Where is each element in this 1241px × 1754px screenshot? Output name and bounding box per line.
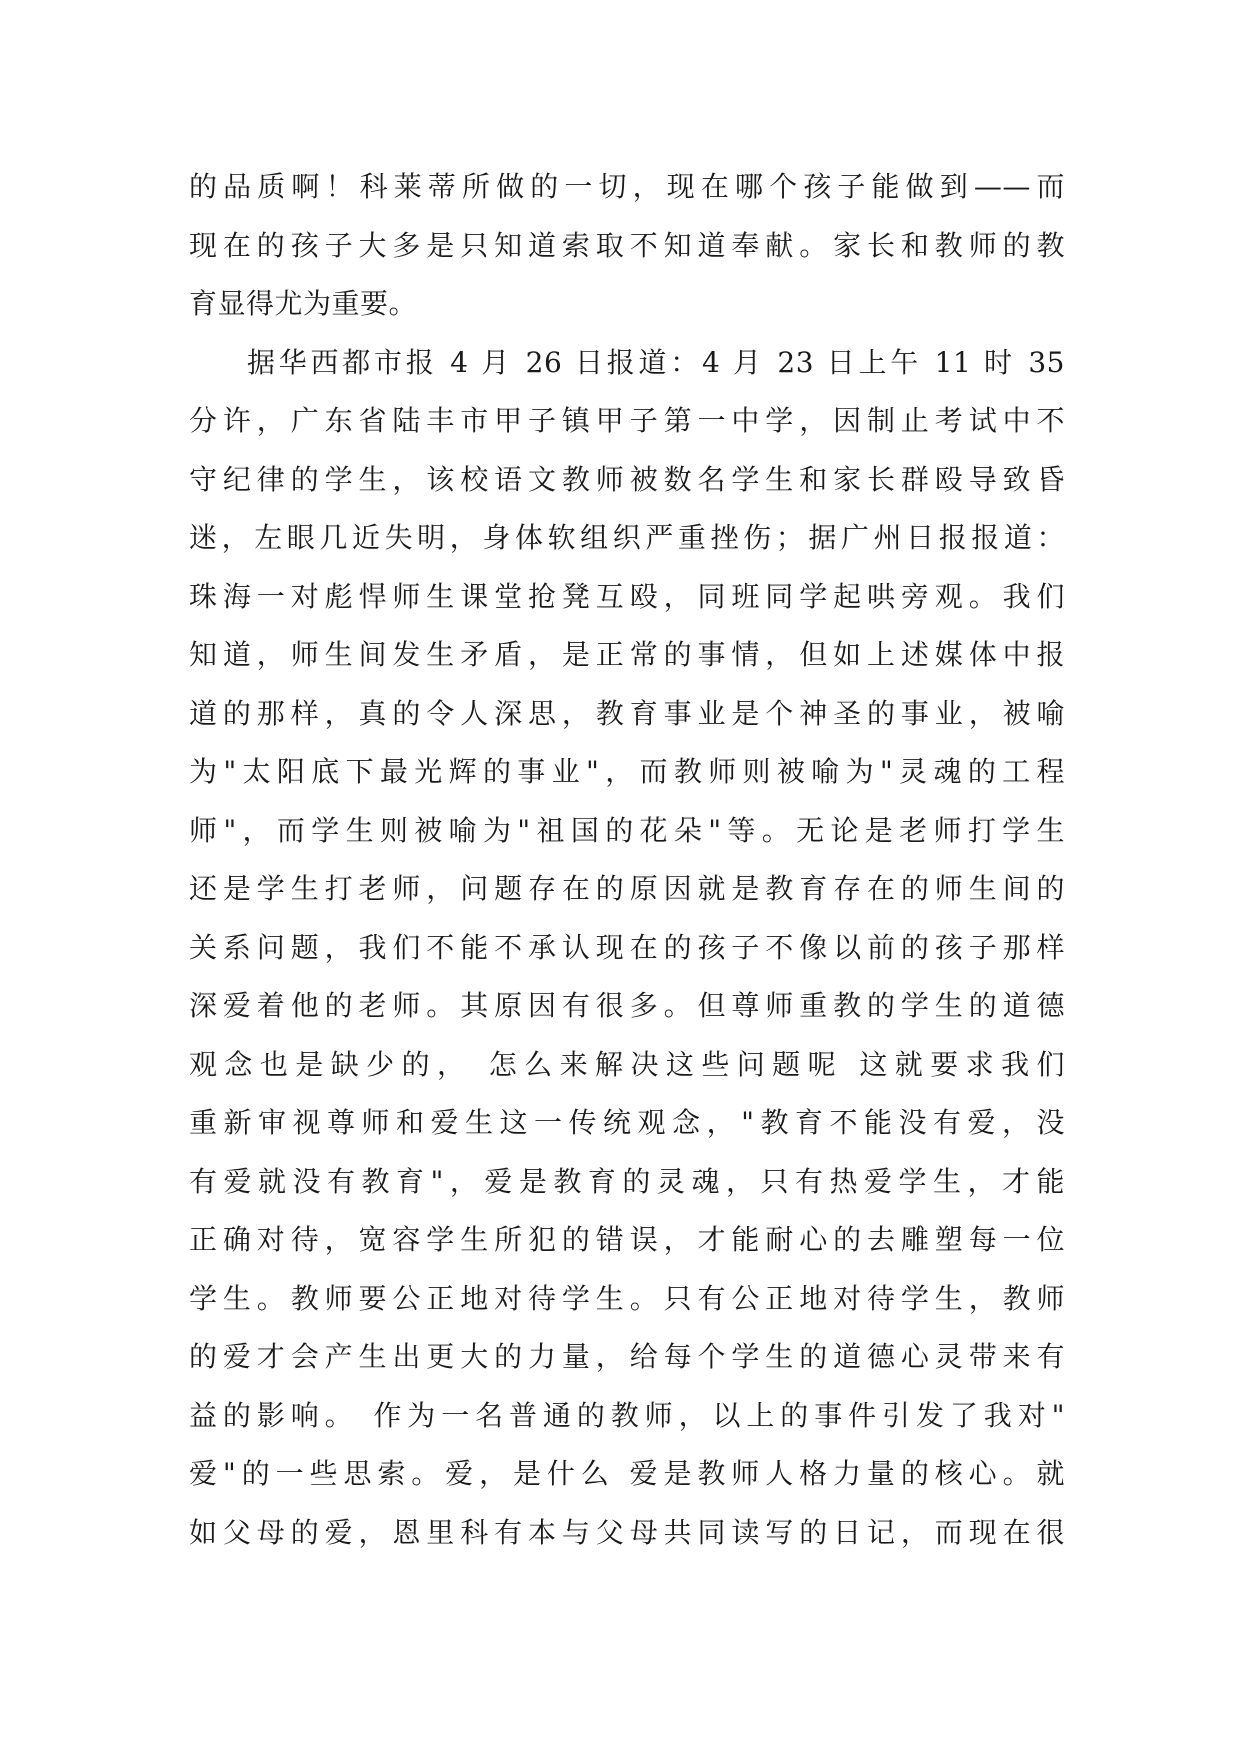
text-line: 深爱着他的老师。其原因有很多。但尊师重教的学生的道德 [189, 989, 1065, 1022]
body-text [189, 158, 1065, 1562]
text-line: 学生。教师要公正地对待学生。只有公正地对待学生，教师 [189, 1281, 1065, 1315]
text-line: 迷，左眼几近失明，身体软组织严重挫伤；据广州日报报道： [189, 521, 1065, 554]
text-line: 师"，而学生则被喻为"祖国的花朵"等。无论是老师打学生 [189, 813, 1065, 847]
text-line: 守纪律的学生，该校语文教师被数名学生和家长群殴导致昏 [189, 462, 1065, 496]
text-line: 知道，师生间发生矛盾，是正常的事情，但如上述媒体中报 [189, 638, 1065, 671]
text-line: 重新审视尊师和爱生这一传统观念，"教育不能没有爱，没 [189, 1106, 1065, 1139]
text-line: 观念也是缺少的， 怎么来解决这些问题呢 这就要求我们 [189, 1047, 1065, 1081]
text-line: 有爱就没有教育"，爱是教育的灵魂，只有热爱学生，才能 [189, 1164, 1065, 1198]
text-line: 的品质啊！科莱蒂所做的一切，现在哪个孩子能做到——而 [189, 170, 1065, 203]
text-line: 育显得尤为重要。 [189, 287, 418, 320]
text-line: 为"太阳底下最光辉的事业"，而教师则被喻为"灵魂的工程 [189, 755, 1065, 788]
text-line: 爱"的一些思索。爱，是什么 爱是教师人格力量的核心。就 [189, 1457, 1065, 1490]
text-line: 现在的孩子大多是只知道索取不知道奉献。家长和教师的教 [189, 228, 1065, 262]
text-line: 如父母的爱，恩里科有本与父母共同读写的日记，而现在很 [189, 1515, 1065, 1549]
text-line: 益的影响。 作为一名普通的教师，以上的事件引发了我对" [189, 1398, 1065, 1432]
paragraph-first-line: 据华西都市报 4 月 26 日报道：4 月 23 日上午 11 时 35 [247, 345, 1065, 379]
text-line: 珠海一对彪悍师生课堂抢凳互殴，同班同学起哄旁观。我们 [189, 579, 1065, 613]
text-line: 正确对待，宽容学生所犯的错误，才能耐心的去雕塑每一位 [189, 1223, 1065, 1256]
text-line: 分许，广东省陆丰市甲子镇甲子第一中学，因制止考试中不 [189, 404, 1065, 437]
text-line: 道的那样，真的令人深思，教育事业是个神圣的事业，被喻 [189, 696, 1065, 730]
text-line: 的爱才会产生出更大的力量，给每个学生的道德心灵带来有 [189, 1340, 1065, 1373]
text-line: 还是学生打老师，问题存在的原因就是教育存在的师生间的 [189, 872, 1065, 905]
text-line: 关系问题，我们不能不承认现在的孩子不像以前的孩子那样 [189, 930, 1065, 964]
